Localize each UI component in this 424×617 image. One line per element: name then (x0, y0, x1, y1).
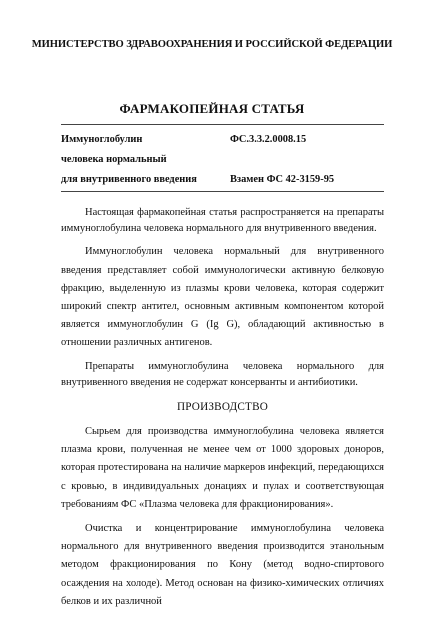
section-heading-production: ПРОИЗВОДСТВО (176, 401, 269, 414)
header-rule-top (61, 124, 384, 125)
paragraph-preservatives: Препараты иммуноглобулина человека нормального для внутривенного введения не содержат консерванты и антибиотики. (61, 360, 384, 388)
document-title: ФАРМАКОПЕЙНАЯ СТАТЬЯ (119, 101, 305, 116)
preparation-name-line: Иммуноглобулин (61, 134, 143, 145)
paragraph-purification: Очистка и концентрирование иммуноглобулина человека нормального для внутривенного введения производится этанольным методом фракционирования по Кону (метод водно-спиртового осаждения на холоде). Метод основан на физико-химических отличиях белков и их различной (61, 523, 384, 607)
ministry-header: МИНИСТЕРСТВО ЗДРАВООХРАНЕНИЯ И РОССИЙСКОЙ ФЕДЕРАЦИИ (31, 39, 393, 50)
preparation-name-line: для внутривенного введения (61, 174, 197, 185)
paragraph-description: Иммуноглобулин человека нормальный для внутривенного введения представляет собой иммунологически активную белковую фракцию, выделенную из плазмы крови человека, которая содержит широкий спектр антител, основным активным компонентом которой является иммуноглобулин G (Ig G), обладающий активностью в отношении различных антигенов. (61, 246, 384, 349)
preparation-name-line: человека нормальный (61, 154, 167, 165)
monograph-code: ФС.3.3.2.0008.15 (230, 134, 307, 145)
paragraph-raw-material: Сырьем для производства иммуноглобулина человека является плазма крови, полученная не менее чем от 1000 здоровых доноров, которая протестирована на наличие маркеров инфекций, передающихся с кровью, в индивидуальных донациях и пулах и соответствующая требованиям ФС «Плазма человека для фракционирования». (61, 426, 384, 510)
document-body (61, 205, 384, 617)
paragraph-scope: Настоящая фармакопейная статья распространяется на препараты иммуноглобулина человека нормального для внутривенного введения. (61, 207, 384, 235)
preparation-name (61, 130, 197, 190)
header-rule-bottom (61, 191, 384, 192)
replaces-reference: Взамен ФС 42-3159-95 (230, 174, 335, 185)
